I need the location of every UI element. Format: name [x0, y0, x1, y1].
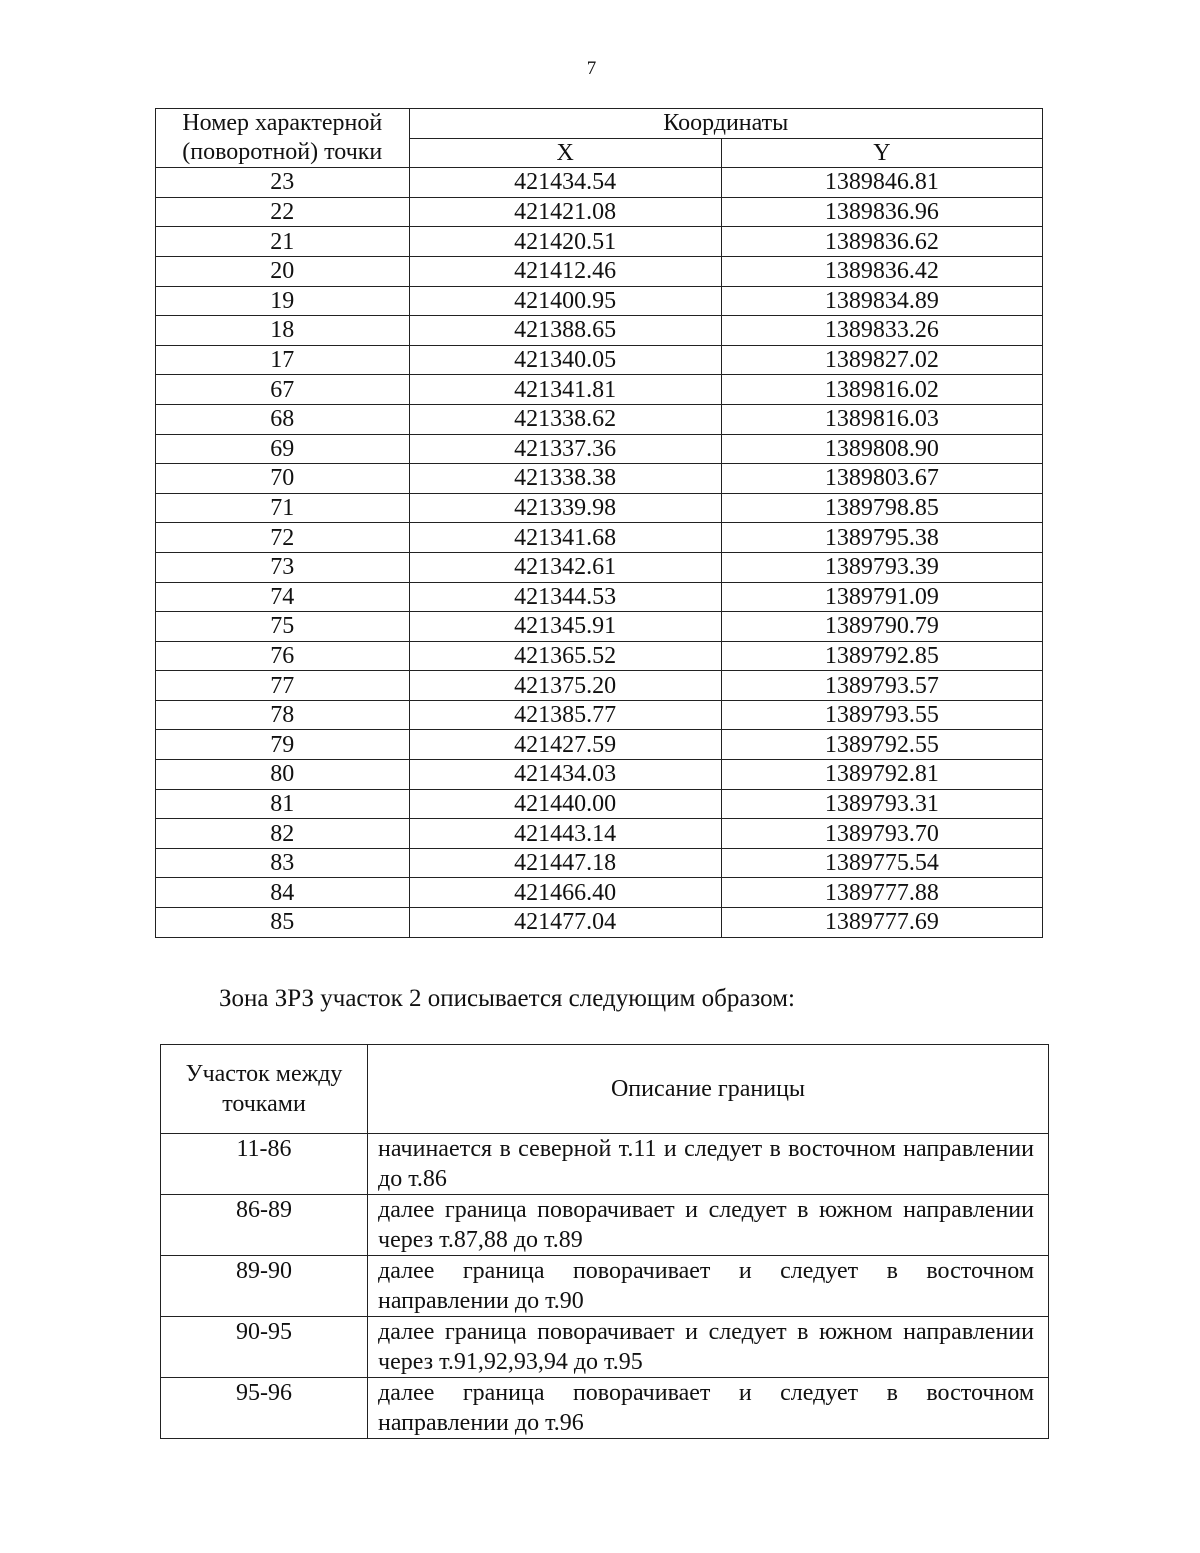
x-coordinate-cell: 421412.46: [409, 256, 721, 286]
y-coordinate-cell: 1389827.02: [721, 345, 1042, 375]
point-number-cell: 67: [156, 375, 410, 405]
table-row: [161, 1256, 1049, 1317]
description-cell: далее граница поворачивает и следует в восточном направлении до т.96: [368, 1378, 1049, 1439]
table-row: [156, 908, 1043, 938]
y-coordinate-cell: 1389836.96: [721, 197, 1042, 227]
point-number-cell: 18: [156, 316, 410, 346]
x-coordinate-cell: 421400.95: [409, 286, 721, 316]
y-coordinate-cell: 1389836.62: [721, 227, 1042, 257]
page-number: 7: [586, 58, 597, 79]
x-coordinate-cell: 421466.40: [409, 878, 721, 908]
coordinates-header: Координаты: [409, 109, 1042, 139]
x-coordinate-cell: 421342.61: [409, 552, 721, 582]
y-coordinate-cell: 1389775.54: [721, 848, 1042, 878]
y-coordinate-cell: 1389777.69: [721, 908, 1042, 938]
x-coordinate-cell: 421421.08: [409, 197, 721, 227]
y-coordinate-cell: 1389793.57: [721, 671, 1042, 701]
y-coordinate-cell: 1389793.55: [721, 700, 1042, 730]
y-coordinate-cell: 1389777.88: [721, 878, 1042, 908]
segment-header: Участок между точками: [161, 1045, 368, 1134]
table-row: [156, 493, 1043, 523]
x-coordinate-cell: 421341.81: [409, 375, 721, 405]
table-row: [156, 819, 1043, 849]
table-row: [156, 878, 1043, 908]
y-coordinate-cell: 1389790.79: [721, 612, 1042, 642]
x-coordinate-cell: 421365.52: [409, 641, 721, 671]
y-coordinate-cell: 1389792.55: [721, 730, 1042, 760]
y-coordinate-cell: 1389798.85: [721, 493, 1042, 523]
point-number-cell: 20: [156, 256, 410, 286]
coordinates-table-body: [156, 168, 1043, 937]
x-coordinate-cell: 421338.62: [409, 404, 721, 434]
point-number-cell: 79: [156, 730, 410, 760]
description-cell: далее граница поворачивает и следует в восточном направлении до т.90: [368, 1256, 1049, 1317]
table-row: [156, 700, 1043, 730]
boundary-table: [160, 1044, 1049, 1439]
y-coordinate-cell: 1389792.81: [721, 760, 1042, 790]
point-number-cell: 23: [156, 168, 410, 198]
x-coordinate-cell: 421345.91: [409, 612, 721, 642]
segment-cell: 11-86: [161, 1134, 368, 1195]
point-number-cell: 72: [156, 523, 410, 553]
point-number-cell: 69: [156, 434, 410, 464]
intro-text: Зона ЗРЗ участок 2 описывается следующим образом:: [219, 985, 795, 1012]
coordinates-table: [155, 108, 1043, 938]
point-number-cell: 85: [156, 908, 410, 938]
point-number-cell: 19: [156, 286, 410, 316]
table-row: [161, 1317, 1049, 1378]
x-header: X: [409, 138, 721, 168]
point-number-cell: 17: [156, 345, 410, 375]
segment-cell: 95-96: [161, 1378, 368, 1439]
x-coordinate-cell: 421341.68: [409, 523, 721, 553]
table-row: [161, 1134, 1049, 1195]
y-coordinate-cell: 1389816.03: [721, 404, 1042, 434]
y-coordinate-cell: 1389836.42: [721, 256, 1042, 286]
y-coordinate-cell: 1389833.26: [721, 316, 1042, 346]
x-coordinate-cell: 421340.05: [409, 345, 721, 375]
x-coordinate-cell: 421447.18: [409, 848, 721, 878]
y-coordinate-cell: 1389795.38: [721, 523, 1042, 553]
x-coordinate-cell: 421338.38: [409, 464, 721, 494]
y-coordinate-cell: 1389816.02: [721, 375, 1042, 405]
point-number-cell: 81: [156, 789, 410, 819]
table-row: [156, 848, 1043, 878]
table-row: [156, 375, 1043, 405]
x-coordinate-cell: 421339.98: [409, 493, 721, 523]
point-number-cell: 68: [156, 404, 410, 434]
point-number-cell: 71: [156, 493, 410, 523]
x-coordinate-cell: 421443.14: [409, 819, 721, 849]
table-row: [156, 434, 1043, 464]
y-coordinate-cell: 1389846.81: [721, 168, 1042, 198]
y-coordinate-cell: 1389793.39: [721, 552, 1042, 582]
point-number-header: Номер характерной (поворотной) точки: [156, 109, 410, 168]
x-coordinate-cell: 421375.20: [409, 671, 721, 701]
table-row: [156, 671, 1043, 701]
point-number-cell: 21: [156, 227, 410, 257]
table-row: [156, 523, 1043, 553]
point-number-cell: 76: [156, 641, 410, 671]
table-row: [156, 641, 1043, 671]
table-row: [156, 730, 1043, 760]
point-number-cell: 83: [156, 848, 410, 878]
segment-cell: 86-89: [161, 1195, 368, 1256]
x-coordinate-cell: 421420.51: [409, 227, 721, 257]
y-coordinate-cell: 1389834.89: [721, 286, 1042, 316]
description-cell: начинается в северной т.11 и следует в восточном направлении до т.86: [368, 1134, 1049, 1195]
x-coordinate-cell: 421344.53: [409, 582, 721, 612]
table-row: [156, 227, 1043, 257]
description-cell: далее граница поворачивает и следует в южном направлении через т.91,92,93,94 до т.95: [368, 1317, 1049, 1378]
point-number-cell: 80: [156, 760, 410, 790]
table-row: [156, 582, 1043, 612]
point-number-cell: 22: [156, 197, 410, 227]
x-coordinate-cell: 421427.59: [409, 730, 721, 760]
y-coordinate-cell: 1389803.67: [721, 464, 1042, 494]
x-coordinate-cell: 421440.00: [409, 789, 721, 819]
x-coordinate-cell: 421477.04: [409, 908, 721, 938]
y-header: Y: [721, 138, 1042, 168]
description-header: Описание границы: [368, 1045, 1049, 1134]
point-number-cell: 78: [156, 700, 410, 730]
table-row: [156, 256, 1043, 286]
description-cell: далее граница поворачивает и следует в южном направлении через т.87,88 до т.89: [368, 1195, 1049, 1256]
y-coordinate-cell: 1389808.90: [721, 434, 1042, 464]
y-coordinate-cell: 1389792.85: [721, 641, 1042, 671]
point-number-cell: 74: [156, 582, 410, 612]
point-number-cell: 77: [156, 671, 410, 701]
point-number-cell: 73: [156, 552, 410, 582]
y-coordinate-cell: 1389793.70: [721, 819, 1042, 849]
segment-cell: 90-95: [161, 1317, 368, 1378]
table-row: [156, 345, 1043, 375]
table-row: [156, 464, 1043, 494]
x-coordinate-cell: 421337.36: [409, 434, 721, 464]
y-coordinate-cell: 1389791.09: [721, 582, 1042, 612]
table-row: [156, 197, 1043, 227]
point-number-cell: 75: [156, 612, 410, 642]
point-number-cell: 82: [156, 819, 410, 849]
x-coordinate-cell: 421385.77: [409, 700, 721, 730]
boundary-table-body: [161, 1134, 1049, 1439]
x-coordinate-cell: 421434.03: [409, 760, 721, 790]
table-row: [161, 1195, 1049, 1256]
table-row: [156, 168, 1043, 198]
point-number-cell: 84: [156, 878, 410, 908]
table-row: [156, 552, 1043, 582]
table-row: [156, 612, 1043, 642]
x-coordinate-cell: 421388.65: [409, 316, 721, 346]
point-number-cell: 70: [156, 464, 410, 494]
table-row: [156, 760, 1043, 790]
table-row: [156, 404, 1043, 434]
segment-cell: 89-90: [161, 1256, 368, 1317]
table-row: [156, 789, 1043, 819]
table-row: [161, 1378, 1049, 1439]
x-coordinate-cell: 421434.54: [409, 168, 721, 198]
y-coordinate-cell: 1389793.31: [721, 789, 1042, 819]
table-row: [156, 286, 1043, 316]
table-row: [156, 316, 1043, 346]
